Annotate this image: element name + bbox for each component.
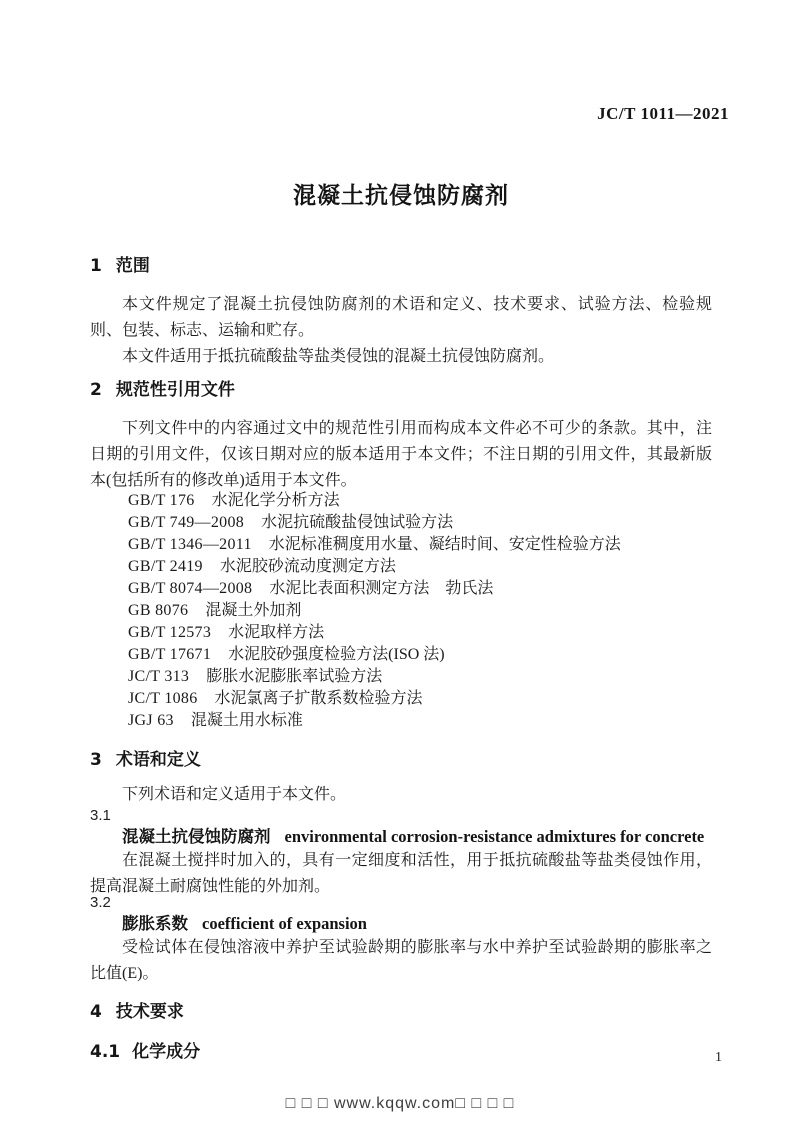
document-title: 混凝土抗侵蚀防腐剂 xyxy=(293,183,509,209)
section-number: 1 xyxy=(90,256,102,276)
reference-item xyxy=(90,490,712,512)
term-definition: 受检试体在侵蚀溶液中养护至试验龄期的膨胀率与水中养护至试验龄期的膨胀率之比值(E)。 xyxy=(90,939,712,982)
section-number: 2 xyxy=(90,380,102,400)
section-3-heading xyxy=(90,750,712,770)
reference-title: 混凝土外加剂 xyxy=(205,602,302,619)
section-4-heading xyxy=(90,1002,712,1022)
reference-item xyxy=(90,644,712,666)
term-name-en: environmental corrosion-resistance admixtures for concrete xyxy=(284,827,705,846)
section-number: 4 xyxy=(90,1002,102,1022)
reference-item xyxy=(90,556,712,578)
reference-code: GB 8076 xyxy=(128,602,189,619)
section-4-1-heading xyxy=(90,1042,712,1062)
reference-item xyxy=(90,534,712,556)
paragraph: 下列术语和定义适用于本文件。 xyxy=(122,786,347,803)
reference-title: 水泥化学分析方法 xyxy=(211,492,340,509)
term-name-en: coefficient of expansion xyxy=(202,914,367,933)
references-list xyxy=(90,490,712,732)
reference-item xyxy=(90,622,712,644)
section-title: 术语和定义 xyxy=(115,750,201,770)
reference-item xyxy=(90,600,712,622)
reference-title: 混凝土用水标准 xyxy=(190,712,303,729)
standard-code: JC/T 1011—2021 xyxy=(597,104,729,123)
section-title: 技术要求 xyxy=(115,1002,184,1022)
reference-item xyxy=(90,666,712,688)
reference-title: 水泥胶砂强度检验方法(ISO 法) xyxy=(228,646,445,663)
reference-title: 水泥比表面积测定方法 勃氏法 xyxy=(269,580,494,597)
section-title: 范围 xyxy=(115,256,150,276)
reference-item xyxy=(90,512,712,534)
page-number: 1 xyxy=(715,1050,722,1065)
reference-title: 水泥取样方法 xyxy=(228,624,325,641)
reference-item xyxy=(90,710,712,732)
reference-title: 膨胀水泥膨胀率试验方法 xyxy=(206,668,383,685)
reference-code: GB/T 749—2008 xyxy=(128,514,245,531)
reference-code: GB/T 2419 xyxy=(128,558,203,575)
term-name-zh: 混凝土抗侵蚀防腐剂 xyxy=(122,827,271,846)
paragraph: 本文件适用于抵抗硫酸盐等盐类侵蚀的混凝土抗侵蚀防腐剂。 xyxy=(122,348,555,365)
section-title: 化学成分 xyxy=(132,1042,201,1062)
clause-number: 3.1 xyxy=(90,807,111,824)
reference-code: GB/T 1346—2011 xyxy=(128,536,252,553)
reference-code: JC/T 313 xyxy=(128,668,190,685)
reference-code: GB/T 17671 xyxy=(128,646,212,663)
section-2-heading xyxy=(90,380,712,400)
reference-code: JC/T 1086 xyxy=(128,690,198,707)
reference-code: GB/T 176 xyxy=(128,492,195,509)
footer-watermark: □ □ □ www.kqqw.com□ □ □ □ xyxy=(285,1095,515,1112)
reference-item xyxy=(90,578,712,600)
term-heading xyxy=(90,826,712,848)
reference-title: 水泥标准稠度用水量、凝结时间、安定性检验方法 xyxy=(268,536,621,553)
section-number: 4.1 xyxy=(90,1042,121,1062)
reference-item xyxy=(90,688,712,710)
reference-title: 水泥胶砂流动度测定方法 xyxy=(219,558,396,575)
clause-number: 3.2 xyxy=(90,894,111,911)
term-definition: 在混凝土搅拌时加入的，具有一定细度和活性，用于抵抗硫酸盐等盐类侵蚀作用，提高混凝土耐腐蚀性能的外加剂。 xyxy=(90,852,712,895)
reference-title: 水泥氯离子扩散系数检验方法 xyxy=(214,690,423,707)
reference-title: 水泥抗硫酸盐侵蚀试验方法 xyxy=(261,514,454,531)
term-heading xyxy=(90,913,712,935)
paragraph: 下列文件中的内容通过文中的规范性引用而构成本文件必不可少的条款。其中，注日期的引用文件，仅该日期对应的版本适用于本文件；不注日期的引用文件，其最新版本(包括所有的修改单)适用于本文件。 xyxy=(90,420,712,489)
term-name-zh: 膨胀系数 xyxy=(122,914,188,933)
section-1-heading xyxy=(90,256,712,276)
section-title: 规范性引用文件 xyxy=(115,380,235,400)
section-number: 3 xyxy=(90,750,102,770)
paragraph: 本文件规定了混凝土抗侵蚀防腐剂的术语和定义、技术要求、试验方法、检验规则、包装、标志、运输和贮存。 xyxy=(90,296,712,339)
reference-code: JGJ 63 xyxy=(128,712,174,729)
reference-code: GB/T 12573 xyxy=(128,624,212,641)
reference-code: GB/T 8074—2008 xyxy=(128,580,253,597)
page-body xyxy=(90,0,712,1062)
